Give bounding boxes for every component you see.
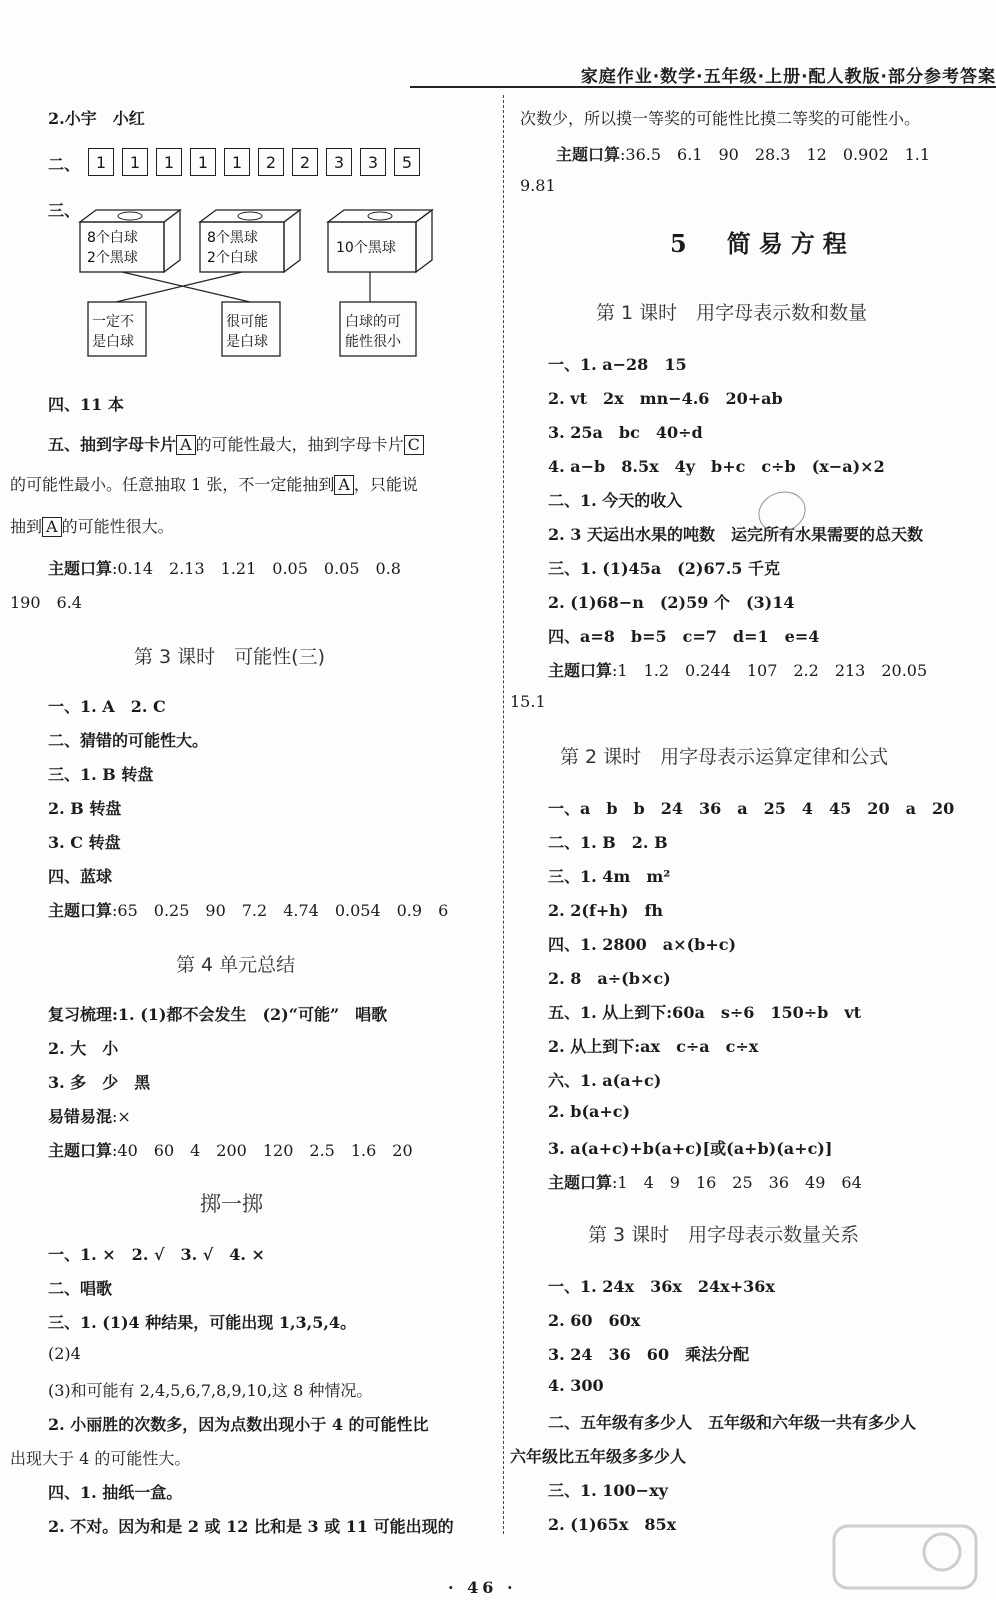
oral-calc-line: 9.81 <box>520 176 556 195</box>
answer-line: 一、1. × 2. √ 3. √ 4. × <box>48 1245 265 1264</box>
answer-text: :1. (1)都不会发生 (2)“可能” 唱歌 <box>112 1005 388 1024</box>
number-card: 1 <box>122 148 148 176</box>
answer-text: 五、抽到字母卡片 <box>48 435 177 454</box>
answer-line: 4. 300 <box>548 1376 604 1395</box>
answer-label: 复习梳理 <box>48 1005 113 1024</box>
oral-calc-label: 主题口算 <box>48 901 113 920</box>
answer-text: 的可能性最小。任意抽取 1 张，不一定能抽到 <box>10 475 335 494</box>
box-text: 10个黑球 <box>336 240 396 256</box>
column-divider <box>503 95 504 1534</box>
outcome-text: 很可能 <box>226 314 268 330</box>
outcome-text: 白球的可 <box>345 314 401 330</box>
ball-box <box>328 210 432 272</box>
answer-line: 2. 大 小 <box>48 1039 119 1058</box>
answer-line: 一、1. a−28 15 <box>548 355 687 374</box>
answer-line: 二、五年级有多少人 五年级和六年级一共有多少人 <box>548 1413 917 1432</box>
answer-line: 3. 25a bc 40÷d <box>548 423 703 442</box>
number-card: 3 <box>326 148 352 176</box>
answer-text: 抽到 <box>10 517 43 536</box>
answer-line: 五、1. 从上到下:60a s÷6 150÷b vt <box>548 1003 862 1022</box>
answer-line: 3. 多 少 黑 <box>48 1073 151 1092</box>
number-card: 1 <box>88 148 114 176</box>
oral-calc-line: 15.1 <box>510 692 546 711</box>
watermark-logo <box>830 1522 980 1592</box>
number-card: 1 <box>190 148 216 176</box>
answer-line: 出现大于 4 的可能性大。 <box>10 1449 191 1468</box>
answer-line: 2. 从上到下:ax c÷a c÷x <box>548 1037 759 1056</box>
oral-calc-label: 主题口算 <box>548 661 613 680</box>
answer-line: 次数少，所以摸一等奖的可能性比摸二等奖的可能性小。 <box>520 109 921 128</box>
lesson-title: 第 3 课时 用字母表示数量关系 <box>588 1224 860 1246</box>
oral-calc-line <box>48 556 401 579</box>
answer-line: 2. 小丽胜的次数多，因为点数出现小于 4 的可能性比 <box>48 1415 429 1434</box>
answer-line: 四、蓝球 <box>48 867 113 886</box>
match-line <box>116 272 242 302</box>
answer-line: 2. 8 a÷(b×c) <box>548 969 671 988</box>
lesson-title: 第 2 课时 用字母表示运算定律和公式 <box>560 746 889 768</box>
page-header: 家庭作业·数学·五年级·上册·配人教版·部分参考答案 <box>580 67 996 87</box>
answer-line: 二、1. B 2. B <box>548 833 668 852</box>
answer-line: 2. B 转盘 <box>48 799 122 818</box>
answer-text: 的可能性最大，抽到字母卡片 <box>195 435 404 454</box>
answer-line: 2. b(a+c) <box>548 1102 631 1121</box>
answer-line: 2. 不对。因为和是 2 或 12 比和是 3 或 11 可能出现的 <box>48 1517 454 1536</box>
chapter-title: 5 简易方程 <box>670 229 855 258</box>
answer-line <box>48 1104 131 1127</box>
answer-line: 3. C 转盘 <box>48 833 121 852</box>
answer-line <box>48 1002 387 1025</box>
answer-line: 一、1. A 2. C <box>48 697 166 716</box>
oral-calc-label: 主题口算 <box>548 1173 613 1192</box>
ball-box <box>200 210 300 272</box>
answer-text: 的可能性很大。 <box>61 517 174 536</box>
oral-calc-values: :65 0.25 90 7.2 4.74 0.054 0.9 6 <box>112 901 449 920</box>
oral-calc-values: :0.14 2.13 1.21 0.05 0.05 0.8 <box>112 559 401 578</box>
box-text: 8个黑球 <box>207 230 258 246</box>
oral-calc-line <box>548 658 927 681</box>
lesson-title: 第 3 课时 可能性(三) <box>134 646 325 668</box>
oral-calc-line <box>48 898 448 921</box>
oral-calc-line <box>48 1138 413 1161</box>
oral-calc-values: :1 1.2 0.244 107 2.2 213 20.05 <box>612 661 928 680</box>
oral-calc-label: 主题口算 <box>556 145 621 164</box>
answer-line: 四、1. 抽纸一盒。 <box>48 1483 183 1502</box>
answer-line: 六、1. a(a+c) <box>548 1071 662 1090</box>
oral-calc-label: 主题口算 <box>48 1141 113 1160</box>
answer-line: (3)和可能有 2,4,5,6,7,8,9,10,这 8 种情况。 <box>48 1381 373 1400</box>
number-card: 5 <box>394 148 420 176</box>
section-label: 二、 <box>48 155 81 174</box>
outcome-text: 是白球 <box>226 334 268 350</box>
oral-calc-values: :40 60 4 200 120 2.5 1.6 20 <box>112 1141 413 1160</box>
outcome-text: 能性很小 <box>345 334 401 350</box>
number-card: 3 <box>360 148 386 176</box>
answer-line: 二、唱歌 <box>48 1279 113 1298</box>
box-text: 2个白球 <box>207 250 258 266</box>
letter-card-c: C <box>404 435 424 455</box>
answer-line: 四、1. 2800 a×(b+c) <box>548 935 737 954</box>
answer-line: 2. (1)68−n (2)59 个 (3)14 <box>548 593 795 612</box>
box-text: 8个白球 <box>87 230 138 246</box>
box-text: 2个黑球 <box>87 250 138 266</box>
oral-calc-line <box>548 1170 862 1193</box>
lesson-title: 第 1 课时 用字母表示数和数量 <box>596 302 868 324</box>
answer-line <box>48 432 424 455</box>
answer-line: 3. a(a+c)+b(a+c)[或(a+b)(a+c)] <box>548 1139 833 1158</box>
number-card: 1 <box>224 148 250 176</box>
answer-line: 2. 3 天运出水果的吨数 运完所有水果需要的总天数 <box>548 525 923 544</box>
answer-line: (2)4 <box>48 1344 81 1363</box>
answer-text: :× <box>112 1107 131 1126</box>
oral-calc-values: :1 4 9 16 25 36 49 64 <box>612 1173 862 1192</box>
page-number: · 46 · <box>448 1578 517 1597</box>
answer-line: 六年级比五年级多多少人 <box>510 1447 687 1466</box>
answer-line: 一、a b b 24 36 a 25 4 45 20 a 20 <box>548 799 955 818</box>
answer-text: ，只能说 <box>353 475 418 494</box>
answer-line: 四、a=8 b=5 c=7 d=1 e=4 <box>548 627 820 646</box>
oral-calc-line <box>556 142 930 165</box>
card-sequence <box>88 148 420 176</box>
answer-line: 二、猜错的可能性大。 <box>48 731 209 750</box>
answer-line: 三、1. 100−xy <box>548 1481 668 1500</box>
number-card: 2 <box>292 148 318 176</box>
letter-card-a: A <box>42 517 62 537</box>
answer-line: 三、1. 4m m² <box>548 867 671 886</box>
answer-line: 2. 2(f+h) fh <box>548 901 663 920</box>
outcome-text: 是白球 <box>92 334 134 350</box>
oral-calc-label: 主题口算 <box>48 559 113 578</box>
oral-calc-values: :36.5 6.1 90 28.3 12 0.902 1.1 <box>620 145 931 164</box>
section-label: 三、 <box>48 201 81 220</box>
letter-card-a: A <box>334 475 354 495</box>
ball-box <box>80 210 180 272</box>
answer-line: 二、1. 今天的收入 <box>548 491 683 510</box>
matching-diagram <box>70 200 450 370</box>
answer-line: 2. 60 60x <box>548 1311 641 1330</box>
answer-line: 3. 24 36 60 乘法分配 <box>548 1345 750 1364</box>
lesson-title: 第 4 单元总结 <box>176 954 296 976</box>
outcome-text: 一定不 <box>92 314 134 330</box>
answer-line: 一、1. 24x 36x 24x+36x <box>548 1277 775 1296</box>
number-card: 2 <box>258 148 284 176</box>
answer-line: 2.小宇 小红 <box>48 109 145 128</box>
oral-calc-line: 190 6.4 <box>10 593 82 612</box>
answer-line: 2. vt 2x mn−4.6 20+ab <box>548 389 783 408</box>
number-card: 1 <box>156 148 182 176</box>
match-line <box>122 272 250 302</box>
answer-line: 三、1. (1)45a (2)67.5 千克 <box>548 559 780 578</box>
lesson-title: 掷一掷 <box>200 1192 263 1216</box>
answer-label: 易错易混 <box>48 1107 113 1126</box>
answer-line: 4. a−b 8.5x 4y b+c c÷b (x−a)×2 <box>548 457 885 476</box>
answer-line <box>10 514 174 537</box>
letter-card-a: A <box>176 435 196 455</box>
answer-line: 三、1. B 转盘 <box>48 765 154 784</box>
answer-line <box>10 472 418 495</box>
answer-line: 四、11 本 <box>48 395 124 414</box>
header-rule <box>410 86 996 88</box>
answer-line: 2. (1)65x 85x <box>548 1515 677 1534</box>
answer-line: 三、1. (1)4 种结果，可能出现 1,3,5,4。 <box>48 1313 357 1332</box>
